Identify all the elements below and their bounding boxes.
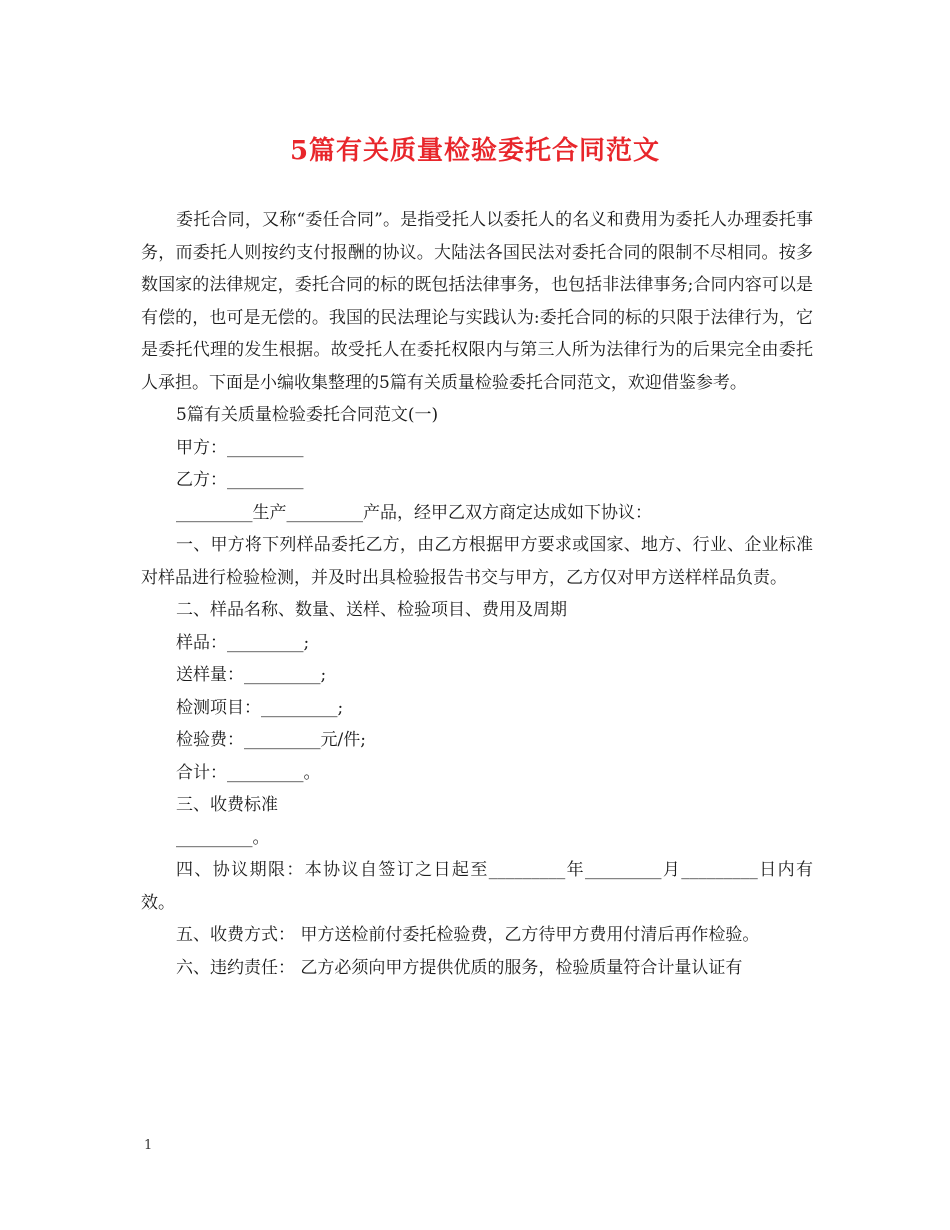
- clause-1: 一、甲方将下列样品委托乙方，由乙方根据甲方要求或国家、地方、行业、企业标准对样品进行检验检测，并及时出具检验报告书交与甲方，乙方仅对甲方送样样品负责。: [141, 535, 813, 588]
- total-line: 合计：_________。: [176, 762, 321, 783]
- clause-4: 四、协议期限：本协议自签订之日起至_________年_________月_________日内有效。: [141, 860, 813, 913]
- party-b-line: 乙方：_________: [176, 470, 304, 490]
- clause-2-heading: 二、样品名称、数量、送样、检验项目、费用及周期: [176, 600, 567, 620]
- sample-line: 样品：_________;: [176, 632, 310, 653]
- page-number: 1: [144, 1138, 153, 1153]
- agreement-line: _________生产_________产品，经甲乙双方商定达成如下协议：: [176, 502, 652, 523]
- quantity-line: 送样量：_________;: [176, 665, 327, 685]
- document-title: 5篇有关质量检验委托合同范文: [289, 136, 661, 166]
- clause-5: 五、收费方式： 甲方送检前付委托检验费，乙方待甲方费用付清后再作检验。: [176, 925, 760, 945]
- intro-paragraph: 委托合同，又称“委任合同”。是指受托人以委托人的名义和费用为委托人办理委托事务，而委托人则按约支付报酬的协议。大陆法各国民法对委托合同的限制不尽相同。按多数国家的法律规定，委托合同的标的既包括法律事务，也包括非法律事务;合同内容可以是有偿的，也可是无偿的。我国的民法理论与实践认为:委托合同的标的只限于法律行为，它是委托代理的发生根据。故受托人在委托权限内与第三人所为法律行为的后果完全由委托人承担。下面是小编收集整理的5篇有关质量检验委托合同范文，欢迎借鉴参考。: [141, 210, 813, 393]
- party-a-line: 甲方：_________: [176, 437, 304, 458]
- subheading: 5篇有关质量检验委托合同范文(一): [176, 405, 439, 425]
- clause-3-value: _________。: [176, 827, 270, 848]
- items-line: 检测项目：_________;: [176, 697, 344, 718]
- document-body: [141, 204, 813, 984]
- fee-line: 检验费：_________元/件;: [176, 730, 366, 750]
- clause-6: 六、违约责任： 乙方必须向甲方提供优质的服务，检验质量符合计量认证有: [176, 957, 743, 978]
- clause-3-heading: 三、收费标准: [176, 795, 278, 815]
